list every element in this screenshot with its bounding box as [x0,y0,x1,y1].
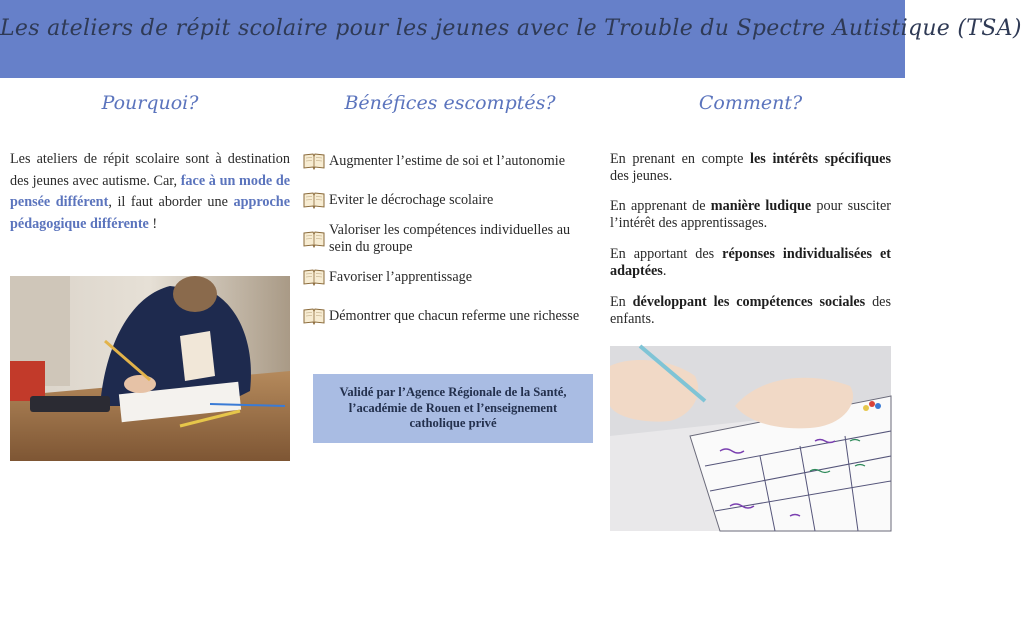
benefit-label: Démontrer que chacun referme une richesse [329,307,580,324]
book-icon [303,307,325,325]
how-item [610,294,891,328]
how-heading: Comment? [698,92,803,114]
benefit-item [303,222,595,256]
why-paragraph [10,149,290,235]
benefit-item [303,152,595,170]
header-banner [0,0,1022,78]
how-text: En [610,294,633,310]
benefit-label: Eviter le décrochage scolaire [329,191,494,208]
how-emphasis: les intérêts spécifiques [750,151,892,167]
benefit-label: Valoriser les compétences individuelles au sein du groupe [329,222,571,255]
why-text: ! [148,215,158,232]
why-text: , il faut aborder une [108,194,234,210]
book-icon [303,191,325,209]
how-text: . [662,263,667,279]
benefit-item [303,307,595,325]
benefit-label: Favoriser l’apprentissage [329,268,473,285]
why-heading: Pourquoi? [101,92,199,114]
benefit-item [303,268,595,286]
why-highlight-approach: approche pédagogique différente [10,194,290,232]
how-emphasis: réponses individualisées et adaptées [610,246,891,279]
how-text: des jeunes. [610,168,673,184]
how-text: En prenant en compte [610,151,751,167]
how-emphasis: développant les compétences sociales [632,294,866,310]
validation-text: Validé par l’Agence Régionale de la Santé, l’académie de Rouen et l’enseignement catholique privé [339,385,567,431]
how-text: En apportant des [610,246,723,262]
how-text: pour susciter l’intérêt des apprentissages. [610,198,891,231]
book-icon [303,268,325,286]
how-item [610,151,891,185]
why-text: Les ateliers de répit scolaire sont à destination des jeunes avec autisme. Car, [10,151,290,189]
student-writing-photo [10,276,290,461]
how-text: des enfants. [610,294,891,327]
validation-box [313,374,593,443]
benefit-label: Augmenter l’estime de soi et l’autonomie [329,152,565,169]
how-emphasis: manière ludique [710,198,812,214]
how-text: En apprenant de [610,198,711,214]
board-game-photo [610,346,891,531]
benefit-item [303,191,595,209]
page-title: Les ateliers de répit scolaire pour les jeunes avec le Trouble du Spectre Autistique (TSA) [0,16,1022,41]
book-icon [303,230,325,248]
benefits-heading: Bénéfices escomptés? [344,92,556,114]
book-icon [303,152,325,170]
how-item [610,246,891,280]
how-item [610,198,891,232]
why-highlight-thinking: face à un mode de pensée différent [10,172,291,210]
